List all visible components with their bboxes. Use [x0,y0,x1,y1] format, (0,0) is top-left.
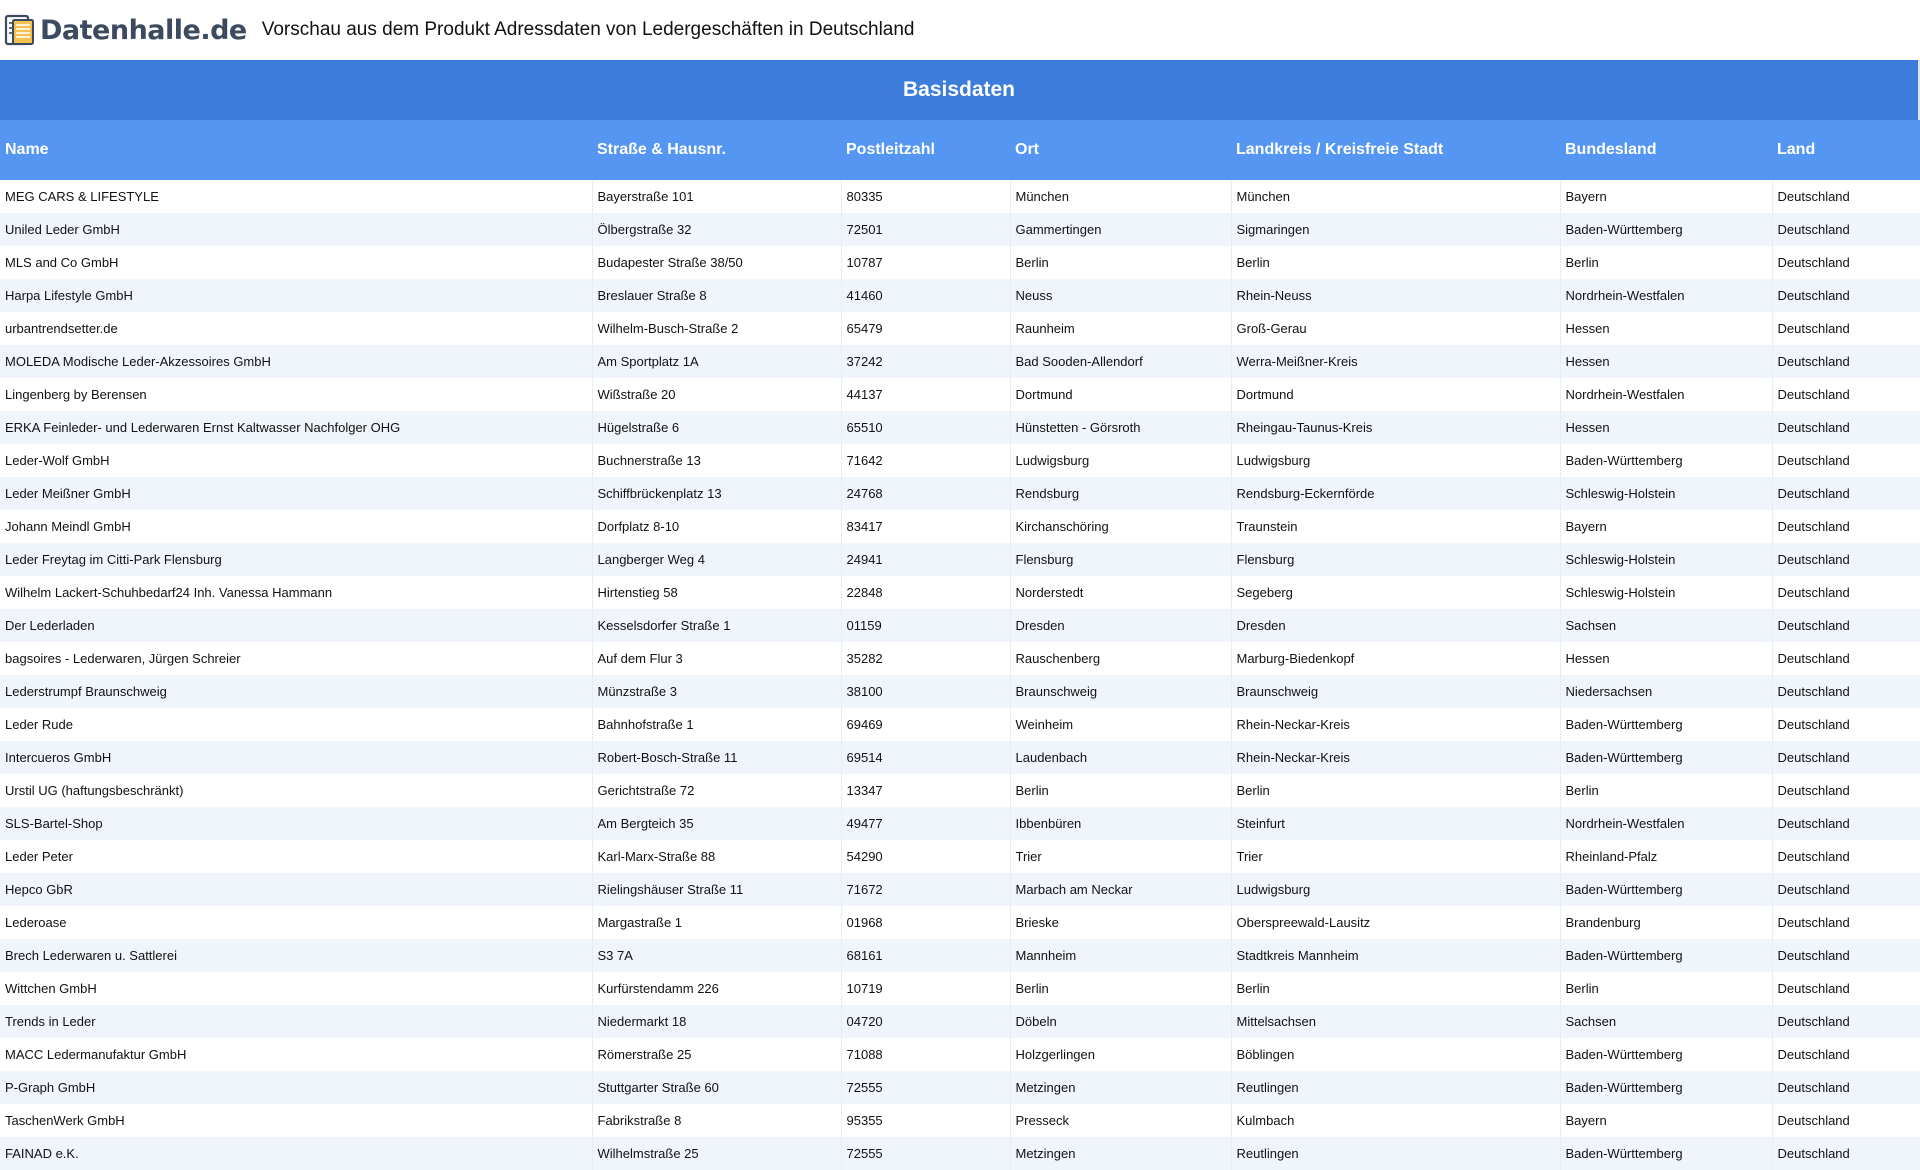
cell-street: Am Sportplatz 1A [592,345,841,378]
logo-text: Datenhalle.de [40,14,247,46]
cell-country: Deutschland [1772,1137,1920,1170]
cell-postal-code: 24768 [841,477,1010,510]
table-row [0,444,1920,477]
cell-street: Auf dem Flur 3 [592,642,841,675]
cell-street: Hirtenstieg 58 [592,576,841,609]
cell-name: Hepco GbR [0,873,592,906]
cell-city: Hünstetten - Görsroth [1010,411,1231,444]
table-row [0,477,1920,510]
cell-street: S3 7A [592,939,841,972]
cell-street: Römerstraße 25 [592,1038,841,1071]
cell-district: Sigmaringen [1231,213,1560,246]
logo[interactable] [4,13,247,47]
cell-street: Rielingshäuser Straße 11 [592,873,841,906]
cell-district: Mittelsachsen [1231,1005,1560,1038]
table-row [0,279,1920,312]
cell-district: Rhein-Neckar-Kreis [1231,741,1560,774]
cell-country: Deutschland [1772,1038,1920,1071]
cell-postal-code: 37242 [841,345,1010,378]
cell-street: Niedermarkt 18 [592,1005,841,1038]
cell-postal-code: 44137 [841,378,1010,411]
table-row [0,411,1920,444]
table-row [0,675,1920,708]
cell-country: Deutschland [1772,477,1920,510]
cell-name: Harpa Lifestyle GmbH [0,279,592,312]
cell-city: Berlin [1010,246,1231,279]
cell-street: Robert-Bosch-Straße 11 [592,741,841,774]
cell-city: Presseck [1010,1104,1231,1137]
cell-state: Rheinland-Pfalz [1560,840,1772,873]
cell-name: MACC Ledermanufaktur GmbH [0,1038,592,1071]
cell-country: Deutschland [1772,444,1920,477]
cell-state: Schleswig-Holstein [1560,576,1772,609]
cell-name: Johann Meindl GmbH [0,510,592,543]
cell-postal-code: 49477 [841,807,1010,840]
cell-city: Kirchanschöring [1010,510,1231,543]
cell-name: Lingenberg by Berensen [0,378,592,411]
cell-state: Baden-Württemberg [1560,444,1772,477]
cell-state: Schleswig-Holstein [1560,543,1772,576]
table-row [0,510,1920,543]
cell-district: Ludwigsburg [1231,873,1560,906]
cell-postal-code: 04720 [841,1005,1010,1038]
cell-country: Deutschland [1772,807,1920,840]
cell-city: Neuss [1010,279,1231,312]
cell-postal-code: 24941 [841,543,1010,576]
cell-street: Ölbergstraße 32 [592,213,841,246]
cell-city: Ibbenbüren [1010,807,1231,840]
table-row [0,972,1920,1005]
cell-street: Wilhelm-Busch-Straße 2 [592,312,841,345]
cell-district: München [1231,180,1560,213]
cell-country: Deutschland [1772,411,1920,444]
cell-country: Deutschland [1772,378,1920,411]
cell-country: Deutschland [1772,609,1920,642]
cell-name: Lederstrumpf Braunschweig [0,675,592,708]
cell-city: Mannheim [1010,939,1231,972]
cell-name: MLS and Co GmbH [0,246,592,279]
cell-postal-code: 72555 [841,1137,1010,1170]
cell-name: Der Lederladen [0,609,592,642]
cell-country: Deutschland [1772,741,1920,774]
cell-district: Ludwigsburg [1231,444,1560,477]
cell-city: Berlin [1010,972,1231,1005]
cell-district: Groß-Gerau [1231,312,1560,345]
cell-district: Marburg-Biedenkopf [1231,642,1560,675]
cell-postal-code: 10719 [841,972,1010,1005]
cell-name: Leder Rude [0,708,592,741]
cell-postal-code: 80335 [841,180,1010,213]
cell-country: Deutschland [1772,939,1920,972]
table-row [0,246,1920,279]
page-header [0,0,1920,60]
column-header-postal-code[interactable]: Postleitzahl [841,120,1010,180]
cell-city: München [1010,180,1231,213]
address-table [0,120,1920,1170]
cell-name: MEG CARS & LIFESTYLE [0,180,592,213]
cell-state: Nordrhein-Westfalen [1560,279,1772,312]
cell-street: Margastraße 1 [592,906,841,939]
cell-name: urbantrendsetter.de [0,312,592,345]
cell-street: Am Bergteich 35 [592,807,841,840]
cell-city: Brieske [1010,906,1231,939]
data-table-container [0,60,1920,1170]
cell-street: Hügelstraße 6 [592,411,841,444]
cell-name: Leder Freytag im Citti-Park Flensburg [0,543,592,576]
cell-postal-code: 71642 [841,444,1010,477]
cell-state: Berlin [1560,774,1772,807]
cell-district: Dortmund [1231,378,1560,411]
section-title: Basisdaten [0,60,1918,120]
cell-country: Deutschland [1772,906,1920,939]
table-head [0,120,1920,180]
cell-state: Sachsen [1560,1005,1772,1038]
cell-city: Rendsburg [1010,477,1231,510]
cell-postal-code: 83417 [841,510,1010,543]
cell-postal-code: 54290 [841,840,1010,873]
table-row [0,609,1920,642]
table-row [0,939,1920,972]
table-row [0,807,1920,840]
cell-district: Werra-Meißner-Kreis [1231,345,1560,378]
cell-country: Deutschland [1772,312,1920,345]
cell-state: Hessen [1560,642,1772,675]
cell-state: Berlin [1560,972,1772,1005]
cell-district: Trier [1231,840,1560,873]
cell-street: Wißstraße 20 [592,378,841,411]
cell-postal-code: 72501 [841,213,1010,246]
page-title: Vorschau aus dem Produkt Adressdaten von Ledergeschäften in Deutschland [261,19,915,40]
cell-country: Deutschland [1772,774,1920,807]
cell-country: Deutschland [1772,1005,1920,1038]
cell-city: Trier [1010,840,1231,873]
cell-district: Stadtkreis Mannheim [1231,939,1560,972]
table-row [0,345,1920,378]
cell-postal-code: 71672 [841,873,1010,906]
cell-state: Niedersachsen [1560,675,1772,708]
cell-state: Baden-Württemberg [1560,1038,1772,1071]
cell-postal-code: 38100 [841,675,1010,708]
cell-state: Berlin [1560,246,1772,279]
cell-state: Brandenburg [1560,906,1772,939]
cell-district: Rhein-Neckar-Kreis [1231,708,1560,741]
cell-street: Karl-Marx-Straße 88 [592,840,841,873]
cell-name: Intercueros GmbH [0,741,592,774]
cell-street: Langberger Weg 4 [592,543,841,576]
cell-city: Raunheim [1010,312,1231,345]
cell-district: Oberspreewald-Lausitz [1231,906,1560,939]
table-row [0,312,1920,345]
cell-district: Braunschweig [1231,675,1560,708]
cell-name: Wilhelm Lackert-Schuhbedarf24 Inh. Vanessa Hammann [0,576,592,609]
cell-state: Bayern [1560,180,1772,213]
cell-name: ERKA Feinleder- und Lederwaren Ernst Kaltwasser Nachfolger OHG [0,411,592,444]
cell-street: Kesselsdorfer Straße 1 [592,609,841,642]
cell-postal-code: 01968 [841,906,1010,939]
cell-district: Dresden [1231,609,1560,642]
table-row [0,741,1920,774]
cell-postal-code: 01159 [841,609,1010,642]
cell-city: Holzgerlingen [1010,1038,1231,1071]
cell-postal-code: 10787 [841,246,1010,279]
cell-postal-code: 69469 [841,708,1010,741]
cell-city: Norderstedt [1010,576,1231,609]
table-row [0,906,1920,939]
cell-name: P-Graph GmbH [0,1071,592,1104]
table-row [0,774,1920,807]
cell-name: Urstil UG (haftungsbeschränkt) [0,774,592,807]
cell-city: Ludwigsburg [1010,444,1231,477]
cell-postal-code: 65510 [841,411,1010,444]
cell-city: Dortmund [1010,378,1231,411]
cell-district: Rheingau-Taunus-Kreis [1231,411,1560,444]
cell-district: Reutlingen [1231,1137,1560,1170]
cell-state: Baden-Württemberg [1560,873,1772,906]
cell-street: Münzstraße 3 [592,675,841,708]
cell-street: Buchnerstraße 13 [592,444,841,477]
cell-state: Bayern [1560,1104,1772,1137]
table-row [0,576,1920,609]
cell-postal-code: 69514 [841,741,1010,774]
cell-state: Nordrhein-Westfalen [1560,378,1772,411]
cell-district: Kulmbach [1231,1104,1560,1137]
cell-country: Deutschland [1772,510,1920,543]
cell-country: Deutschland [1772,213,1920,246]
table-body [0,180,1920,1170]
cell-country: Deutschland [1772,642,1920,675]
cell-state: Schleswig-Holstein [1560,477,1772,510]
cell-postal-code: 68161 [841,939,1010,972]
cell-name: MOLEDA Modische Leder-Akzessoires GmbH [0,345,592,378]
cell-city: Döbeln [1010,1005,1231,1038]
cell-street: Bahnhofstraße 1 [592,708,841,741]
cell-postal-code: 41460 [841,279,1010,312]
cell-country: Deutschland [1772,246,1920,279]
cell-name: FAINAD e.K. [0,1137,592,1170]
cell-country: Deutschland [1772,1104,1920,1137]
table-row [0,642,1920,675]
cell-postal-code: 13347 [841,774,1010,807]
cell-country: Deutschland [1772,840,1920,873]
cell-city: Metzingen [1010,1071,1231,1104]
cell-name: bagsoires - Lederwaren, Jürgen Schreier [0,642,592,675]
cell-postal-code: 35282 [841,642,1010,675]
column-header-district[interactable]: Landkreis / Kreisfreie Stadt [1231,120,1560,180]
table-row [0,213,1920,246]
cell-city: Rauschenberg [1010,642,1231,675]
cell-state: Hessen [1560,312,1772,345]
cell-city: Braunschweig [1010,675,1231,708]
cell-state: Baden-Württemberg [1560,939,1772,972]
cell-district: Traunstein [1231,510,1560,543]
cell-state: Baden-Württemberg [1560,213,1772,246]
cell-street: Fabrikstraße 8 [592,1104,841,1137]
cell-street: Kurfürstendamm 226 [592,972,841,1005]
cell-name: Leder-Wolf GmbH [0,444,592,477]
cell-postal-code: 71088 [841,1038,1010,1071]
column-header-country[interactable]: Land [1772,120,1920,180]
table-row [0,1104,1920,1137]
cell-street: Gerichtstraße 72 [592,774,841,807]
cell-district: Segeberg [1231,576,1560,609]
table-row [0,1071,1920,1104]
cell-district: Berlin [1231,972,1560,1005]
database-document-icon [4,13,36,47]
cell-street: Wilhelmstraße 25 [592,1137,841,1170]
cell-state: Nordrhein-Westfalen [1560,807,1772,840]
table-row [0,180,1920,213]
cell-name: Uniled Leder GmbH [0,213,592,246]
cell-name: Leder Peter [0,840,592,873]
cell-district: Reutlingen [1231,1071,1560,1104]
cell-postal-code: 22848 [841,576,1010,609]
cell-state: Baden-Württemberg [1560,708,1772,741]
table-row [0,378,1920,411]
cell-country: Deutschland [1772,543,1920,576]
table-row [0,1137,1920,1170]
cell-state: Baden-Württemberg [1560,1071,1772,1104]
cell-city: Flensburg [1010,543,1231,576]
table-row [0,708,1920,741]
cell-country: Deutschland [1772,345,1920,378]
cell-city: Laudenbach [1010,741,1231,774]
cell-district: Berlin [1231,774,1560,807]
cell-country: Deutschland [1772,279,1920,312]
cell-name: TaschenWerk GmbH [0,1104,592,1137]
cell-street: Breslauer Straße 8 [592,279,841,312]
cell-district: Rendsburg-Eckernförde [1231,477,1560,510]
cell-name: Trends in Leder [0,1005,592,1038]
cell-district: Berlin [1231,246,1560,279]
table-row [0,873,1920,906]
cell-name: SLS-Bartel-Shop [0,807,592,840]
table-row [0,840,1920,873]
cell-name: Brech Lederwaren u. Sattlerei [0,939,592,972]
cell-country: Deutschland [1772,180,1920,213]
cell-country: Deutschland [1772,1071,1920,1104]
column-header-city[interactable]: Ort [1010,120,1231,180]
cell-name: Leder Meißner GmbH [0,477,592,510]
cell-country: Deutschland [1772,576,1920,609]
cell-city: Berlin [1010,774,1231,807]
cell-state: Hessen [1560,411,1772,444]
cell-district: Böblingen [1231,1038,1560,1071]
cell-city: Gammertingen [1010,213,1231,246]
cell-city: Dresden [1010,609,1231,642]
cell-country: Deutschland [1772,972,1920,1005]
cell-state: Bayern [1560,510,1772,543]
cell-country: Deutschland [1772,675,1920,708]
cell-postal-code: 95355 [841,1104,1010,1137]
column-header-state[interactable]: Bundesland [1560,120,1772,180]
cell-street: Dorfplatz 8-10 [592,510,841,543]
cell-city: Marbach am Neckar [1010,873,1231,906]
cell-name: Lederoase [0,906,592,939]
table-row [0,1005,1920,1038]
table-row [0,543,1920,576]
cell-city: Weinheim [1010,708,1231,741]
cell-street: Schiffbrückenplatz 13 [592,477,841,510]
cell-state: Baden-Württemberg [1560,741,1772,774]
cell-country: Deutschland [1772,708,1920,741]
cell-country: Deutschland [1772,873,1920,906]
cell-district: Rhein-Neuss [1231,279,1560,312]
cell-street: Bayerstraße 101 [592,180,841,213]
cell-state: Hessen [1560,345,1772,378]
column-header-name[interactable]: Name [0,120,592,180]
cell-postal-code: 72555 [841,1071,1010,1104]
cell-state: Sachsen [1560,609,1772,642]
cell-postal-code: 65479 [841,312,1010,345]
cell-street: Budapester Straße 38/50 [592,246,841,279]
header-row [0,120,1920,180]
cell-name: Wittchen GmbH [0,972,592,1005]
cell-city: Bad Sooden-Allendorf [1010,345,1231,378]
cell-state: Baden-Württemberg [1560,1137,1772,1170]
column-header-street[interactable]: Straße & Hausnr. [592,120,841,180]
table-row [0,1038,1920,1071]
cell-district: Steinfurt [1231,807,1560,840]
cell-street: Stuttgarter Straße 60 [592,1071,841,1104]
cell-district: Flensburg [1231,543,1560,576]
cell-city: Metzingen [1010,1137,1231,1170]
